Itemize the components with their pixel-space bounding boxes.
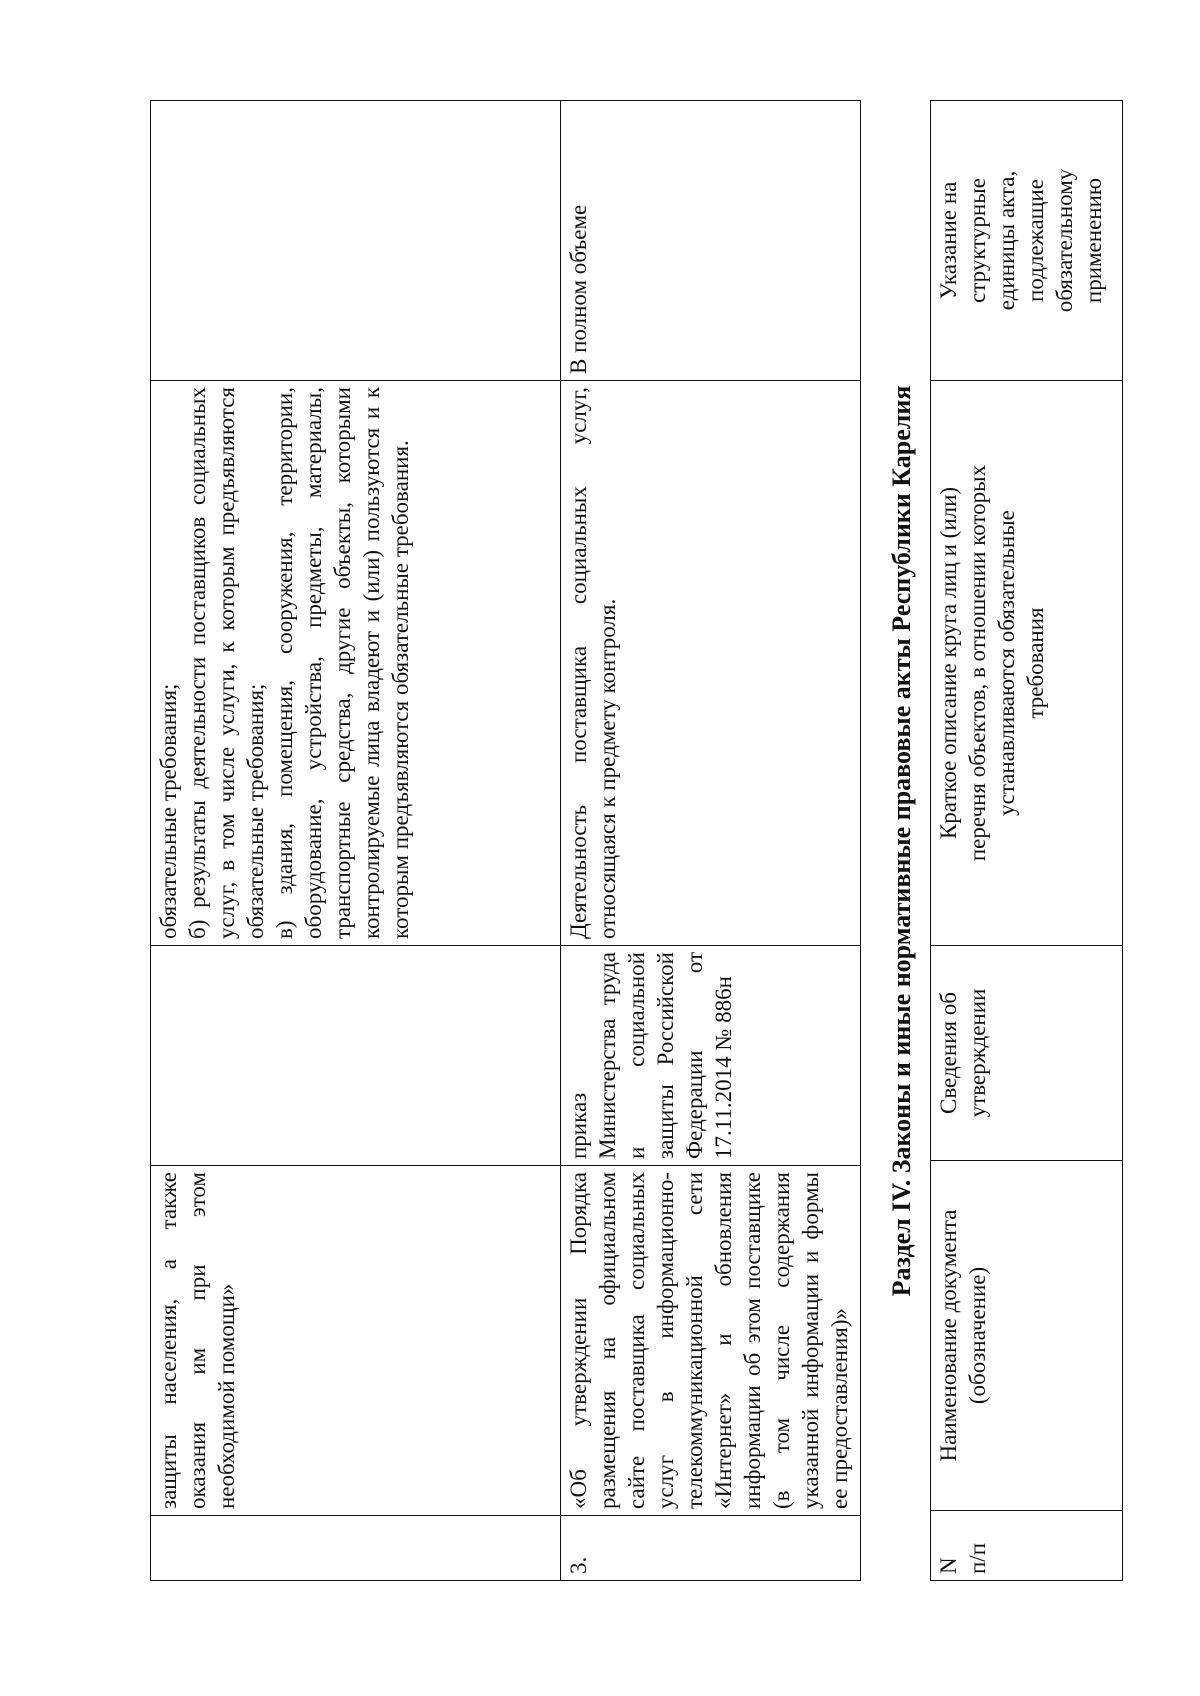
section-title: Раздел IV. Законы и иные нормативные правовые акты Республики Карелия: [887, 385, 916, 1297]
scope-cell: В полном объеме: [561, 101, 861, 381]
table-row: [561, 101, 861, 1581]
objects-description-cell: обязательные требования; б) результаты деятельности поставщиков социальных услуг, в том числе услуги, к которым предъявляются обязательные требования; в) здания, помещения, сооружения, территории, оборудование, устройства, предметы, материалы, транспортные средства, другие объекты, которыми контролируемые лица владеют и (или) пользуются и к которым предъявляются обязательные требования.: [151, 381, 561, 946]
header-cell-units: Указание на структурные единицы акта, подлежащие обязательному применению: [931, 101, 1123, 381]
header-cell-number: N п/п: [931, 1511, 1123, 1581]
header-cell-approval: Сведения об утверждении: [931, 946, 1123, 1161]
header-cell-name: Наименование документа (обозначение): [931, 1161, 1123, 1511]
row-number-cell: 3.: [561, 1516, 861, 1581]
objects-description-cell: Деятельность поставщика социальных услуг, относящаяся к предмету контроля.: [561, 381, 861, 946]
table-row: [151, 101, 561, 1581]
laws-table-header: [930, 100, 1123, 1581]
scope-cell: [151, 101, 561, 381]
approval-cell: приказ Министерства труда и социальной защиты Российской Федерации от 17.11.2014 № 886н: [561, 946, 861, 1166]
document-name-cell: «Об утверждении Порядка размещения на официальном сайте поставщика социальных услуг в информационно-телекоммуникационной сети «Интернет» и обновления информации об этом поставщике (в том числе содержания указанной информации и формы ее предоставления)»: [561, 1166, 861, 1516]
approval-cell: [151, 946, 561, 1166]
header-cell-objects: Краткое описание круга лиц и (или) перечня объектов, в отношении которых устанавливаются обязательные требования: [931, 381, 1123, 946]
requirements-table: [150, 100, 861, 1581]
document-name-cell: защиты населения, а также оказания им при этом необходимой помощи»: [151, 1166, 561, 1516]
header-row: [931, 101, 1123, 1581]
row-number-cell: [151, 1516, 561, 1581]
